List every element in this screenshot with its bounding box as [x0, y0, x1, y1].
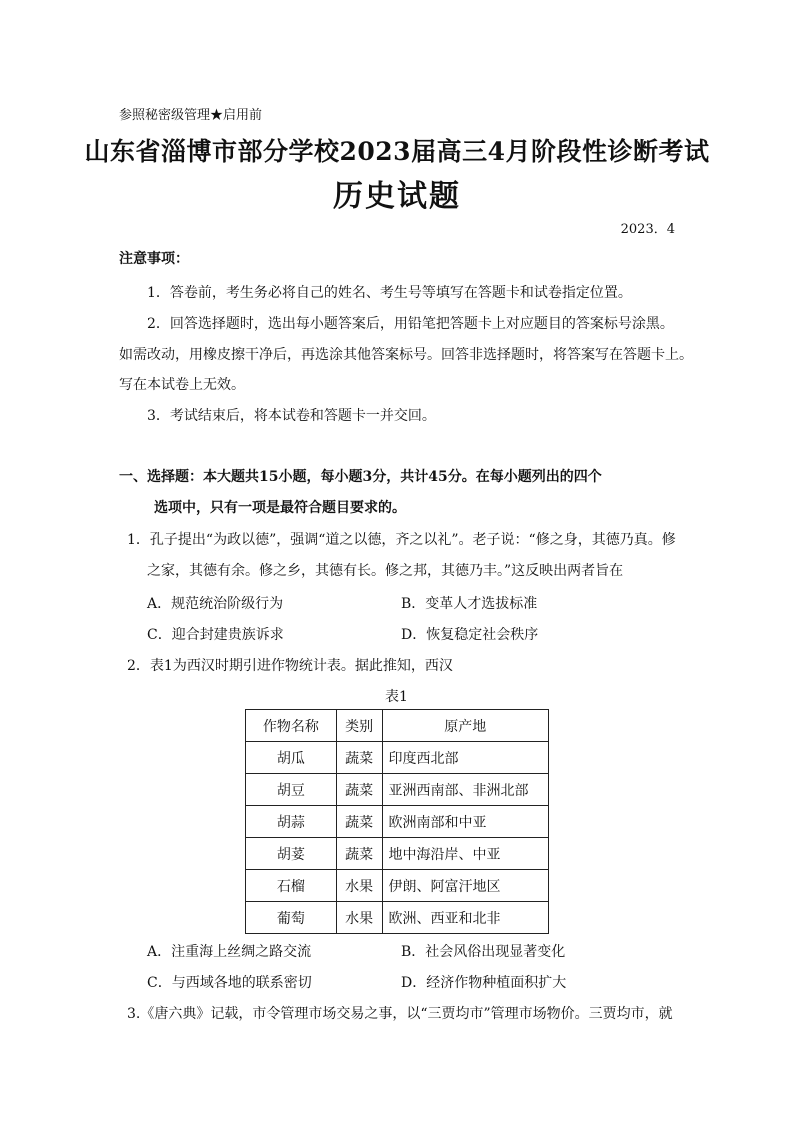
- crop-name-cell: 胡瓜: [246, 742, 337, 774]
- section-heading-line-1: 一、选择题：本大题共15小题，每小题3分，共计45分。在每小题列出的四个: [119, 469, 602, 485]
- notice-item-2-line-1: 2．回答选择题时，选出每小题答案后，用铅笔把答题卡上对应题目的答案标号涂黑。: [147, 316, 674, 332]
- origin-cell: 亚洲西南部、非洲北部: [382, 774, 548, 806]
- category-cell: 水果: [336, 870, 382, 902]
- col-header-origin: 原产地: [382, 710, 548, 742]
- q2-option-d: D．经济作物种植面积扩大: [401, 975, 567, 991]
- notice-item-2-line-3: 写在本试卷上无效。: [119, 377, 245, 393]
- origin-cell: 印度西北部: [382, 742, 548, 774]
- col-header-crop-name: 作物名称: [246, 710, 337, 742]
- q2-option-c: C．与西域各地的联系密切: [147, 975, 312, 991]
- q1-option-c: C．迎合封建贵族诉求: [147, 627, 284, 643]
- category-cell: 蔬菜: [336, 774, 382, 806]
- category-cell: 蔬菜: [336, 838, 382, 870]
- category-cell: 蔬菜: [336, 742, 382, 774]
- table-row: [246, 870, 549, 902]
- notice-item-1: 1．答卷前，考生务必将自己的姓名、考生号等填写在答题卡和试卷指定位置。: [147, 285, 632, 301]
- table-row: [246, 742, 549, 774]
- section-heading-line-2: 选项中，只有一项是最符合题目要求的。: [154, 500, 406, 516]
- q3-stem-line-1: 3.《唐六典》记载，市令管理市场交易之事，以“三贾均市”管理市场物价。三贾均市，就: [127, 1006, 673, 1022]
- q2-stem: 2．表1为西汉时期引进作物统计表。据此推知，西汉: [127, 658, 453, 674]
- notice-item-3: 3．考试结束后，将本试卷和答题卡一并交回。: [147, 408, 436, 424]
- category-cell: 蔬菜: [336, 806, 382, 838]
- q1-option-d: D．恢复稳定社会秩序: [401, 627, 539, 643]
- crop-table: [245, 709, 549, 934]
- exam-date: 2023．4: [620, 222, 675, 237]
- table-row: [246, 774, 549, 806]
- crop-name-cell: 胡蒜: [246, 806, 337, 838]
- category-cell: 水果: [336, 902, 382, 934]
- notice-item-2-line-2: 如需改动，用橡皮擦干净后，再选涂其他答案标号。回答非选择题时，将答案写在答题卡上。: [119, 347, 693, 363]
- notice-heading: 注意事项：: [119, 251, 189, 267]
- q2-option-b: B．社会风俗出现显著变化: [401, 944, 566, 960]
- table-row: [246, 838, 549, 870]
- exam-title: 山东省淄博市部分学校2023届高三4月阶段性诊断考试: [84, 137, 710, 166]
- q2-option-a: A．注重海上丝绸之路交流: [147, 944, 312, 960]
- subject-title: 历史试题: [333, 179, 461, 214]
- col-header-category: 类别: [336, 710, 382, 742]
- q1-option-a: A．规范统治阶级行为: [147, 596, 284, 612]
- q1-option-b: B．变革人才选拔标准: [401, 596, 538, 612]
- crop-name-cell: 葡萄: [246, 902, 337, 934]
- crop-name-cell: 石榴: [246, 870, 337, 902]
- crop-name-cell: 胡荽: [246, 838, 337, 870]
- table-row: [246, 902, 549, 934]
- origin-cell: 伊朗、阿富汗地区: [382, 870, 548, 902]
- origin-cell: 欧洲南部和中亚: [382, 806, 548, 838]
- crop-name-cell: 胡豆: [246, 774, 337, 806]
- confidential-note: 参照秘密级管理★启用前: [119, 108, 263, 123]
- origin-cell: 欧洲、西亚和北非: [382, 902, 548, 934]
- q1-stem-line-2: 之家，其德有余。修之乡，其德有长。修之邦，其德乃丰。”这反映出两者旨在: [147, 563, 624, 579]
- table-caption: 表1: [385, 689, 408, 705]
- table-header-row: [246, 710, 549, 742]
- q1-stem-line-1: 1．孔子提出“为政以德”，强调“道之以德，齐之以礼”。老子说：“修之身，其德乃真。修: [127, 532, 676, 548]
- table-row: [246, 806, 549, 838]
- origin-cell: 地中海沿岸、中亚: [382, 838, 548, 870]
